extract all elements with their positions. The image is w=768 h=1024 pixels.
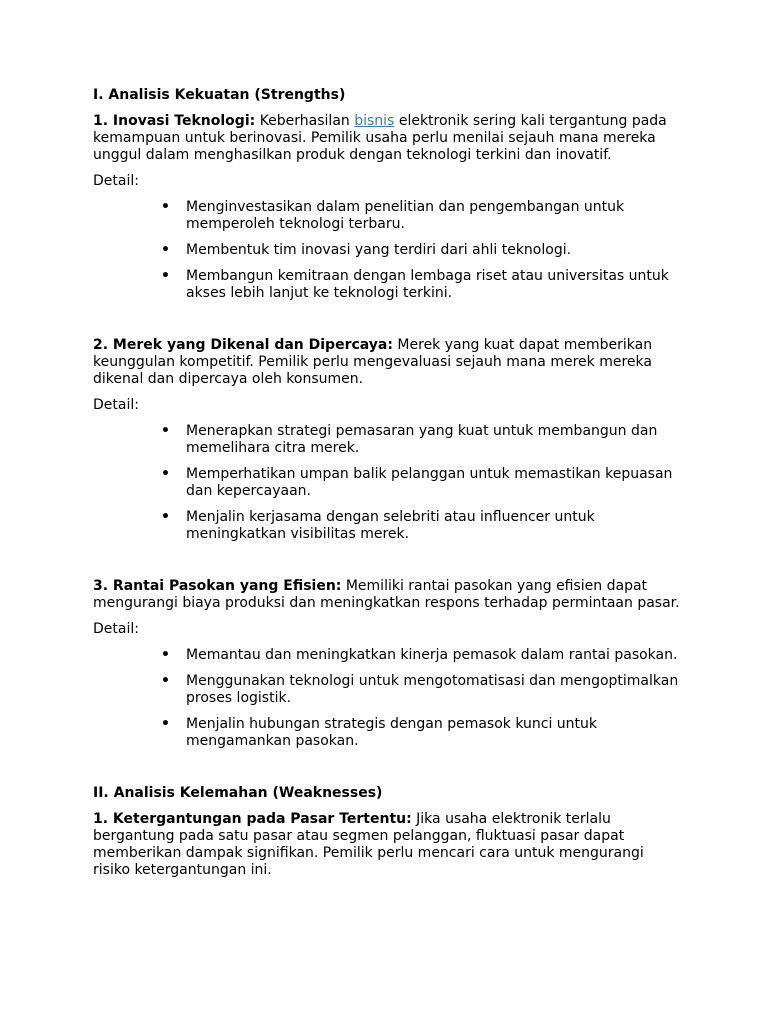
strength-2-paragraph — [93, 337, 683, 388]
bullet-icon: • — [161, 509, 170, 525]
bullet-icon: • — [161, 268, 170, 284]
weakness-1-title: 1. Ketergantungan pada Pasar Tertentu: — [93, 811, 412, 827]
strength-1-title: 1. Inovasi Teknologi: — [93, 113, 256, 129]
bullet-icon: • — [161, 716, 170, 732]
strength-3-text: Memiliki rantai pasokan yang efisien dapat mengurangi biaya produksi dan meningkatkan respons terhadap permintaan pasar. — [93, 578, 680, 611]
bisnis-link[interactable]: bisnis — [354, 113, 395, 129]
weakness-1-text: Jika usaha elektronik terlalu bergantung pada satu pasar atau segmen pelanggan, fluktuasi pasar dapat memberikan dampak signifikan. Pemilik perlu mencari cara untuk mengurangi risiko ketergantungan ini. — [93, 811, 644, 878]
strength-3-paragraph — [93, 578, 683, 612]
document-content — [93, 87, 683, 888]
bullet-icon: • — [161, 423, 170, 439]
list-item — [93, 466, 683, 500]
list-item-text: Menjalin hubungan strategis dengan pemasok kunci untuk mengamankan pasokan. — [186, 716, 598, 749]
list-item-text: Menggunakan teknologi untuk mengotomatisasi dan mengoptimalkan proses logistik. — [186, 673, 679, 706]
list-item-text: Menginvestasikan dalam penelitian dan pengembangan untuk memperoleh teknologi terbaru. — [186, 199, 625, 232]
bullet-icon: • — [161, 199, 170, 215]
weakness-1-paragraph — [93, 811, 683, 879]
list-item — [93, 647, 683, 664]
list-item-text: Menerapkan strategi pemasaran yang kuat untuk membangun dan memelihara citra merek. — [186, 423, 658, 456]
list-item — [93, 509, 683, 543]
list-item-text: Memantau dan meningkatkan kinerja pemasok dalam rantai pasokan. — [186, 647, 678, 663]
list-item — [93, 716, 683, 750]
strength-1-paragraph — [93, 113, 683, 164]
bullet-icon: • — [161, 647, 170, 663]
list-item-text: Membentuk tim inovasi yang terdiri dari ahli teknologi. — [186, 242, 572, 258]
strength-3-title: 3. Rantai Pasokan yang Efisien: — [93, 578, 342, 594]
list-item — [93, 199, 683, 233]
strength-3-detail-label: Detail: — [93, 621, 139, 637]
strength-1-text-before-link: Keberhasilan — [259, 113, 350, 129]
list-item-text: Menjalin kerjasama dengan selebriti atau influencer untuk meningkatkan visibilitas merek. — [186, 509, 595, 542]
list-item-text: Membangun kemitraan dengan lembaga riset atau universitas untuk akses lebih lanjut ke teknologi terkini. — [186, 268, 669, 301]
strength-1-detail-label: Detail: — [93, 173, 139, 189]
strength-2-text: Merek yang kuat dapat memberikan keunggulan kompetitif. Pemilik perlu mengevaluasi sejauh mana merek mereka dikenal dan dipercaya oleh konsumen. — [93, 337, 653, 387]
list-item — [93, 268, 683, 302]
list-item-text: Memperhatikan umpan balik pelanggan untuk memastikan kepuasan dan kepercayaan. — [186, 466, 673, 499]
list-item — [93, 673, 683, 707]
bullet-icon: • — [161, 466, 170, 482]
list-item — [93, 423, 683, 457]
strength-1-bullet-list — [93, 199, 683, 302]
section-spacer — [93, 552, 683, 578]
weaknesses-heading: II. Analisis Kelemahan (Weaknesses) — [93, 785, 383, 801]
section-spacer — [93, 759, 683, 785]
strength-1-text-after-link: elektronik sering kali tergantung pada kemampuan untuk berinovasi. Pemilik usaha perlu menilai sejauh mana mereka unggul dalam menghasilkan produk dengan teknologi terkini dan inovatif. — [93, 113, 667, 163]
strength-2-title: 2. Merek yang Dikenal dan Dipercaya: — [93, 337, 393, 353]
strength-2-detail-label: Detail: — [93, 397, 139, 413]
bullet-icon: • — [161, 673, 170, 689]
strength-3-bullet-list — [93, 647, 683, 750]
strength-2-bullet-list — [93, 423, 683, 543]
section-spacer — [93, 311, 683, 337]
bullet-icon: • — [161, 242, 170, 258]
strengths-heading: I. Analisis Kekuatan (Strengths) — [93, 87, 346, 103]
list-item — [93, 242, 683, 259]
